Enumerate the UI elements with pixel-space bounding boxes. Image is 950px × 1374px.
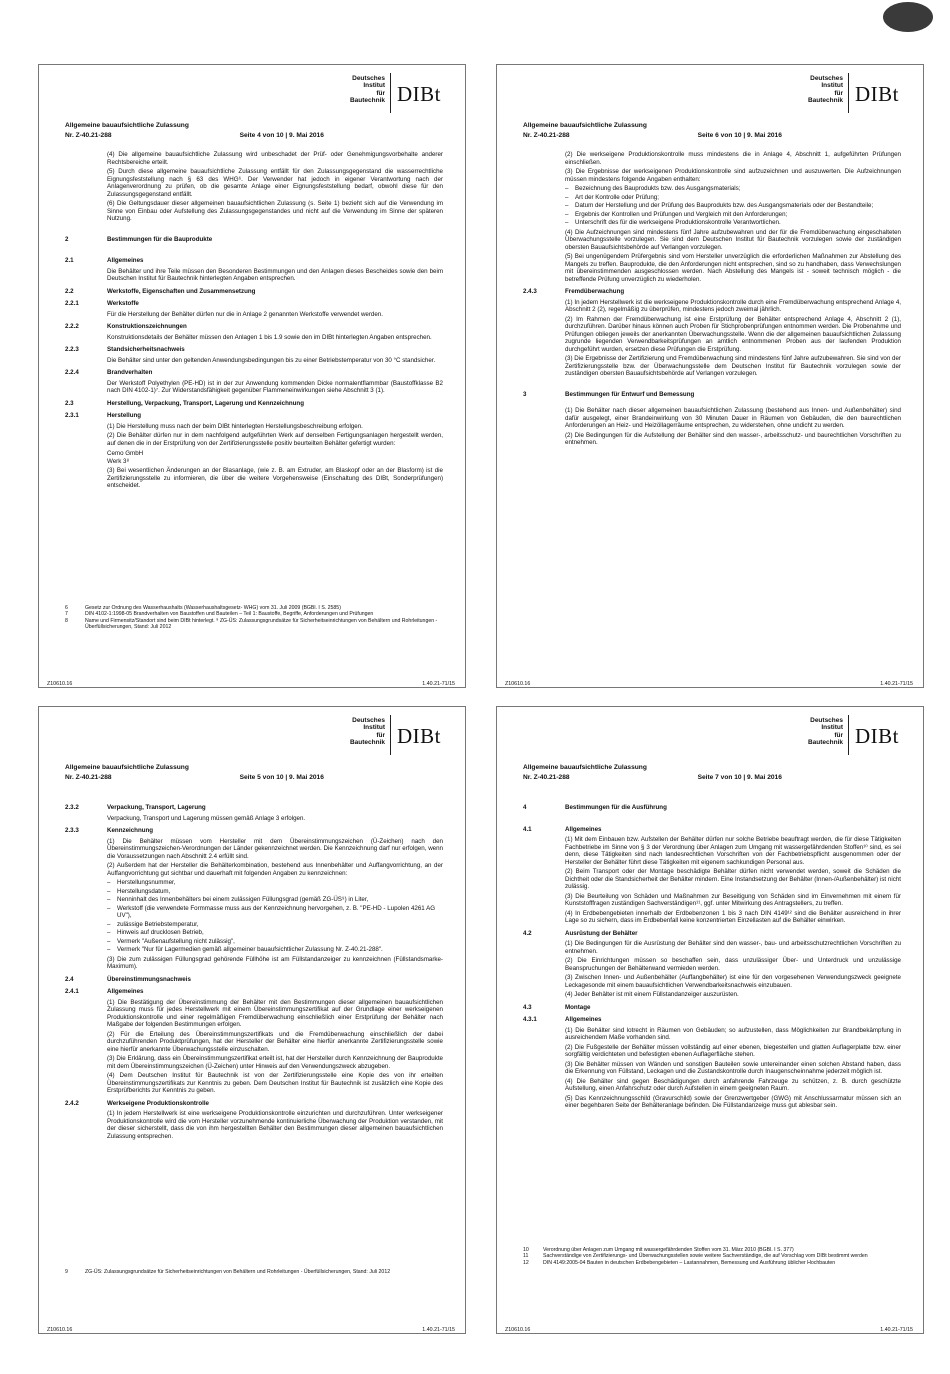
section-heading: 2.3 Herstellung, Verpackung, Transport, Lagerung und Kennzeichnung	[65, 399, 304, 407]
list-item: – Datum der Herstellung und der Prüfung des Bauprodukts bzw. des Ausgangsmaterials oder der Bestandteile;	[565, 202, 901, 210]
section-heading: 4.1 Allgemeines	[523, 825, 602, 833]
section-heading: 4.3.1 Allgemeines	[523, 1016, 602, 1023]
marking-list	[107, 879, 443, 954]
list-item: – Werkstoff (die verwendete Formmasse muss aus der Kennzeichnung hervorgehen, z. B. "PE-HD - Lupolen 4261 AG UV"),	[107, 905, 443, 920]
list-item: – Unterschrift des für die werkseigene Produktionskontrolle Verantwortlichen.	[565, 219, 901, 227]
list-item: – Bezeichnung des Bauprodukts bzw. des Ausgangsmaterials;	[565, 185, 901, 193]
section-heading: 2.3.3 Kennzeichnung	[65, 827, 154, 834]
list-item: – Art der Kontrolle oder Prüfung;	[565, 194, 901, 202]
section-heading: 4.2 Ausrüstung der Behälter	[523, 929, 638, 937]
dibt-logo: Deutsches Institut für Bautechnik DIBt	[350, 73, 441, 113]
page-content: 4 Bestimmungen für die Ausführung 4.1 Allgemeines (1) Mit dem Einbauen bzw. Aufstellen der Behälter dürfen nur solche Betriebe beauftragt werden, die für diese Tätigkeiten Fachbetriebe im Sinne von § 3 der Verordnung über Anlagen zum Umgang mit wassergefährdenden Stoffen¹⁰ sind, es sei denn, diese Tätigkeiten sind nach landesrechtlichen Vorschriften von der Fachbetriebspflicht ausgenommen oder der Hersteller der Behälter führt diese Tätigkeiten mit eigenem sachkundigen Personal aus. (2) Beim Transport oder der Montage beschädigte Behälter dürfen nicht verwendet werden, soweit die Schäden die Dichtheit oder die Standsicherheit der Behälter mindern. Eine Instandsetzung der Behälter (Innen-/Außenbehälter) ist nicht zulässig. (3) Die Beurteilung von Schäden und Maßnahmen zur Beseitigung von Schäden sind im Einvernehmen mit einem für Kunststofffragen zuständigen Sachverständigen¹¹, ggf. unter Mitwirkung des Antragstellers, zu treffen. (4) In Erdbebengebieten innerhalb der Erdbebenzonen 1 bis 3 nach DIN 4149¹² sind die Behälter ausreichend in ihrer Lage so zu sichern, dass im Erdbebenfall keine konzentrierten Einzellasten auf die Behälter einwirken. 4.2 Ausrüstung der Behälter (1) Die Bedingungen für die Ausrüstung der Behälter sind den wasser-, bau- und arbeitsschutzrechtlichen Vorschriften zu entnehmen. (2) Die Einrichtungen müssen so beschaffen sein, dass unzulässiger Über- und Unterdruck und unzulässige Beanspruchungen der Behälterwand vermieden werden. (3) Zwischen Innen- und Außenbehälter (Auffangbehälter) ist eine für den vorgesehenen Verwendungszweck geeignete Leckagesonde mit einem bauaufsichtlichen Verwendbarkeitsnachweis einzubauen. (4) Jeder Behälter ist mit einem Füllstandanzeiger auszurüsten. 4.3 Montage 4.3.1 Allgemeines (1) Die Behälter sind lotrecht in Räumen von Gebäuden; so aufzustellen, dass Möglichkeiten zur Brandbekämpfung in ausreichendem Maße vorhanden sind. (2) Die Fußgestelle der Behälter müssen vollständig auf einer ebenen, biegesteifen und glatten Auflagerplatte bzw. einer sorgfältig verdichteten und befestigten ebenen Auflagerfläche stehen. (3) Die Behälter müssen von Wänden und sonstigen Bauteilen sowie untereinander einen solchen Abstand haben, dass die Erkennung von Füllstand, Leckagen und die Zustandskontrolle durch Inaugenscheinnahme jederzeit möglich ist. (4) Die Behälter sind gegen Beschädigungen durch anfahrende Fahrzeuge zu schützen, z. B. durch geschützte Aufstellung, einen Anfahrschutz oder durch Aufstellen in einem geeigneten Raum. (5) Das Kennzeichnungsschild (Gravurschild) sowie der Grenzwertgeber (GWG) mit Anschlussarmatur müssen sich an einer begehbaren Seite der Behälteranlage befinden. Die Füllstandanzeige muss gut ablesbar sein.	[523, 804, 901, 1109]
dibt-logo: Deutsches Institut für Bautechnik DIBt	[350, 715, 441, 755]
section-heading: 4.3 Montage	[523, 1003, 591, 1011]
section-heading: 2.3.2 Verpackung, Transport, Lagerung	[65, 804, 206, 811]
footnotes: 9 ZG-ÜS: Zulassungsgrundsätze für Sicherheitseinrichtungen von Behältern und Rohrleitungen - Überfüllsicherungen, Stand: Juli 2012	[65, 1269, 391, 1275]
section-heading: 2.2.1 Werkstoffe	[65, 300, 139, 307]
dibt-logo: Deutsches Institut für Bautechnik DIBt	[808, 715, 899, 755]
list-item: – Hinweis auf drucklosen Betrieb,	[107, 929, 443, 937]
page-header: Allgemeine bauaufsichtliche Zulassung Nr. Z-40.21-288 Seite 5 von 10 | 9. Mai 2016	[65, 764, 324, 781]
section-heading: 2.3.1 Herstellung	[65, 412, 142, 419]
list-item: – Herstellungsnummer,	[107, 879, 443, 887]
footnotes: 6 Gesetz zur Ordnung des Wasserhaushalts (Wasserhaushaltsgesetz- WHG) vom 31. Juli 2009 (BGBl. I S. 2585) 7 DIN 4102-1:1998-05 Brandverhalten von Baustoffen und Bauteilen – Teil 1: Baustoffe, Begriffe, Anforderungen und Prüfungen 8 Name und Firmensitz/Standort sind beim DIBt hinterlegt. ⁹ ZG-ÜS: Zulassungsgrundsätze für Sicherheitseinrichtungen von Behältern und Rohrleitungen - Überfüllsicherungen, Stand: Juli 2012	[65, 605, 438, 630]
list-item: – Ergebnis der Kontrollen und Prüfungen und Vergleich mit den Anforderungen;	[565, 211, 901, 219]
document-page-6: Deutsches Institut für Bautechnik DIBt Allgemeine bauaufsichtliche Zulassung Nr. Z-40.21-288 Seite 6 von 10 | 9. Mai 2016 (2) Die werkseigene Produktionskontrolle muss mindestens die in Anlage 4, Abschnitt 1, aufgeführten Prüfungen einschließen. (3) Die Ergebnisse der werkseigenen Produktionskontrolle sind aufzuzeichnen und auszuwerten. Die Aufzeichnungen müssen mindestens folgende Angaben enthalten: – Bezeichnung des Bauprodukts bzw. des Ausgangsmaterials; – Art der Kontrolle oder Prüfung; – Datum der Herstellung und der Prüfung des Bauprodukts bzw. des Ausgangsmaterials oder der Bestandteile; – Ergebnis der Kontrollen und Prüfungen und Vergleich mit den Anforderungen; – Unterschrift des für die werkseigene Produktionskontrolle Verantwortlichen. (4) Die Aufzeichnungen sind mindestens fünf Jahre aufzubewahren und der für die Fremdüberwachung eingeschalteten Überwachungsstelle vorzulegen. Sie sind dem Deutschen Institut für Bautechnik vorzulegen sowie der zuständigen obersten Bauaufsichtsbehörde auf Verlangen vorzulegen. (5) Bei ungenügendem Prüfergebnis sind vom Hersteller unverzüglich die erforderlichen Maßnahmen zur Abstellung des Mangels zu treffen. Bauprodukte, die den Anforderungen nicht entsprechen, sind so zu handhaben, dass Verwechslungen mit übereinstimmenden ausgeschlossen werden. Nach Abstellung des Mangels ist - soweit technisch möglich - die betreffende Prüfung unverzüglich zu wiederholen. 2.4.3 Fremdüberwachung (1) In jedem Herstellwerk ist die werkseigene Produktionskontrolle durch eine Fremdüberwachung entsprechend Anlage 4, Abschnitt 2 (2), regelmäßig zu überprüfen, mindestens jedoch zweimal jährlich. (2) Im Rahmen der Fremdüberwachung ist eine Erstprüfung der Behälter entsprechend Anlage 4, Abschnitt 2 (1), durchzuführen. Darüber hinaus können auch Proben für Stichprobenprüfungen entnommen werden. Die Probenahme und Prüfungen obliegen jeweils der anerkannten Überwachungsstelle. Wenn die der allgemeinen bauaufsichtlichen Zulassung zugrunde liegenden Verwendbarkeitsprüfungen an amtlich entnommenen Proben aus der laufenden Produktion durchgeführt wurden, ersetzen diese Prüfungen die Erstprüfung. (3) Die Ergebnisse der Zertifizierung und Fremdüberwachung sind mindestens fünf Jahre aufzubewahren. Sie sind von der Zertifizierungsstelle bzw. der Überwachungsstelle dem Deutschen Institut für Bautechnik vorzulegen sowie der zuständigen obersten Bauaufsichtsbehörde auf Verlangen vorzulegen. 3 Bestimmungen für Entwurf und Bemessung (1) Die Behälter nach dieser allgemeinen bauaufsichtlichen Zulassung (bestehend aus Innen- und Außenbehälter) sind dafür ausgelegt, einer Brandeinwirkung von 30 Minuten Dauer in Räumen von Gebäuden, die den baurechtlichen Anforderungen an Heiz- und Heizöllagerräume entsprechen, zu widerstehen, ohne undicht zu werden. (2) Die Bedingungen für die Aufstellung der Behälter sind den wasser-, arbeitsschutz- und baurechtlichen Vorschriften zu entnehmen. Z10610.16 1.40.21-71/15	[496, 64, 924, 688]
document-page-7: Deutsches Institut für Bautechnik DIBt Allgemeine bauaufsichtliche Zulassung Nr. Z-40.21-288 Seite 7 von 10 | 9. Mai 2016 4 Bestimmungen für die Ausführung 4.1 Allgemeines (1) Mit dem Einbauen bzw. Aufstellen der Behälter dürfen nur solche Betriebe beauftragt werden, die für diese Tätigkeiten Fachbetriebe im Sinne von § 3 der Verordnung über Anlagen zum Umgang mit wassergefährdenden Stoffen¹⁰ sind, es sei denn, diese Tätigkeiten sind nach landesrechtlichen Vorschriften von der Fachbetriebspflicht ausgenommen oder der Hersteller der Behälter führt diese Tätigkeiten mit eigenem sachkundigen Personal aus. (2) Beim Transport oder der Montage beschädigte Behälter dürfen nicht verwendet werden, soweit die Schäden die Dichtheit oder die Standsicherheit der Behälter mindern. Eine Instandsetzung der Behälter (Innen-/Außenbehälter) ist nicht zulässig. (3) Die Beurteilung von Schäden und Maßnahmen zur Beseitigung von Schäden sind im Einvernehmen mit einem für Kunststofffragen zuständigen Sachverständigen¹¹, ggf. unter Mitwirkung des Antragstellers, zu treffen. (4) In Erdbebengebieten innerhalb der Erdbebenzonen 1 bis 3 nach DIN 4149¹² sind die Behälter ausreichend in ihrer Lage so zu sichern, dass im Erdbebenfall keine konzentrierten Einzellasten auf die Behälter einwirken. 4.2 Ausrüstung der Behälter (1) Die Bedingungen für die Ausrüstung der Behälter sind den wasser-, bau- und arbeitsschutzrechtlichen Vorschriften zu entnehmen. (2) Die Einrichtungen müssen so beschaffen sein, dass unzulässiger Über- und Unterdruck und unzulässige Beanspruchungen der Behälterwand vermieden werden. (3) Zwischen Innen- und Außenbehälter (Auffangbehälter) ist eine für den vorgesehenen Verwendungszweck geeignete Leckagesonde mit einem bauaufsichtlichen Verwendbarkeitsnachweis einzubauen. (4) Jeder Behälter ist mit einem Füllstandanzeiger auszurüsten. 4.3 Montage 4.3.1 Allgemeines (1) Die Behälter sind lotrecht in Räumen von Gebäuden; so aufzustellen, dass Möglichkeiten zur Brandbekämpfung in ausreichendem Maße vorhanden sind. (2) Die Fußgestelle der Behälter müssen vollständig auf einer ebenen, biegesteifen und glatten Auflagerplatte bzw. einer sorgfältig verdichteten und befestigten ebenen Auflagerfläche stehen. (3) Die Behälter müssen von Wänden und sonstigen Bauteilen sowie untereinander einen solchen Abstand haben, dass die Erkennung von Füllstand, Leckagen und die Zustandskontrolle durch Inaugenscheinnahme jederzeit möglich ist. (4) Die Behälter sind gegen Beschädigungen durch anfahrende Fahrzeuge zu schützen, z. B. durch geschützte Aufstellung, einen Anfahrschutz oder durch Aufstellen in einem geeigneten Raum. (5) Das Kennzeichnungsschild (Gravurschild) sowie der Grenzwertgeber (GWG) mit Anschlussarmatur müssen sich an einer begehbaren Seite der Behälteranlage befinden. Die Füllstandanzeige muss gut ablesbar sein. 10 Verordnung über Anlagen zum Umgang mit wassergefährdenden Stoffen vom 31. März 2010 (BGBl. I S. 377) 11 Sachverständige von Zertifizierungs- und Überwachungsstellen sowie weitere Sachverständige, die auf Vorschlag vom DIBt bestimmt werden 12 DIN 4149:2005-04 Bauten in deutschen Erdbebengebieten – Lastannahmen, Bemessung und Ausführung üblicher Hochbauten Z10610.16 1.40.21-71/15	[496, 706, 924, 1334]
section-heading: 2.2.4 Brandverhalten	[65, 369, 153, 376]
list-item: – Vermerk "Außenaufstellung nicht zulässig",	[107, 938, 443, 946]
section-heading: 2.2.3 Standsicherheitsnachweis	[65, 346, 185, 353]
record-list	[565, 185, 901, 227]
list-item: – zulässige Betriebstemperatur,	[107, 921, 443, 929]
section-heading: 2.1 Allgemeines	[65, 257, 144, 264]
document-page-4: Deutsches Institut für Bautechnik DIBt Allgemeine bauaufsichtliche Zulassung Nr. Z-40.21-288 Seite 4 von 10 | 9. Mai 2016 (4) Die allgemeine bauaufsichtliche Zulassung wird unbeschadet der Prüf- oder Genehmigungsvorbehalte anderer Rechtsbereiche erteilt. (5) Durch diese allgemeine bauaufsichtliche Zulassung entfällt für den Zulassungsgegenstand die wasserrechtliche Eignungsfeststellung nach § 63 des WHG⁶. Der Verwender hat jedoch in eigener Verantwortung nach der Anlagenverordnung zu prüfen, ob die gesamte Anlage einer Eignungsfeststellung bedarf, obwohl diese für den Zulassungsgegenstand entfällt. (6) Die Geltungsdauer dieser allgemeinen bauaufsichtlichen Zulassung (s. Seite 1) bezieht sich auf die Verwendung im Sinne von Einbau oder Aufstellung des Zulassungsgegenstandes und nicht auf die Verwendung im Sinne der späteren Nutzung. 2 Bestimmungen für die Bauprodukte 2.1 Allgemeines Die Behälter und ihre Teile müssen den Besonderen Bestimmungen und den Anlagen dieses Bescheides sowie den beim Deutschen Institut für Bautechnik hinterlegten Angaben entsprechen. 2.2 Werkstoffe, Eigenschaften und Zusammensetzung 2.2.1 Werkstoffe Für die Herstellung der Behälter dürfen nur die in Anlage 2 genannten Werkstoffe verwendet werden. 2.2.2 Konstruktionszeichnungen Konstruktionsdetails der Behälter müssen den Anlagen 1 bis 1.9 sowie den im DIBt hinterlegten Angaben entsprechen. 2.2.3 Standsicherheitsnachweis Die Behälter sind unter den geltenden Anwendungsbedingungen bis zu einer Betriebstemperatur von 30 °C standsicher. 2.2.4 Brandverhalten Der Werkstoff Polyethylen (PE-HD) ist in der zur Anwendung kommenden Dicke normalentflammbar (Baustoffklasse B2 nach DIN 4102-1)⁷. Zur Widerstandsfähigkeit gegenüber Flammeneinwirkungen siehe Abschnitt 3 (1). 2.3 Herstellung, Verpackung, Transport, Lagerung und Kennzeichnung 2.3.1 Herstellung (1) Die Herstellung muss nach der beim DIBt hinterlegten Herstellungsbeschreibung erfolgen. (2) Die Behälter dürfen nur in dem nachfolgend aufgeführten Werk auf denselben Fertigungsanlagen hergestellt werden, auf denen die in der Erstprüfung von der Zertifizierungsstelle positiv beurteilten Behälter gefertigt wurden: Cemo GmbH Werk 3⁸ (3) Bei wesentlichen Änderungen an der Blasanlage, (wie z. B. am Extruder, am Blaskopf oder an der Blasform) ist die Zertifizierungsstelle zu informieren, die über die weitere Vorgehensweise (Einschaltung des DIBt, Sonderprüfungen) entscheidet. 6 Gesetz zur Ordnung des Wasserhaushalts (Wasserhaushaltsgesetz- WHG) vom 31. Juli 2009 (BGBl. I S. 2585) 7 DIN 4102-1:1998-05 Brandverhalten von Baustoffen und Bauteilen – Teil 1: Baustoffe, Begriffe, Anforderungen und Prüfungen 8 Name und Firmensitz/Standort sind beim DIBt hinterlegt. ⁹ ZG-ÜS: Zulassungsgrundsätze für Sicherheitseinrichtungen von Behältern und Rohrleitungen - Überfüllsicherungen, Stand: Juli 2012 Z10610.16 1.40.21-71/15	[38, 64, 466, 688]
page-header: Allgemeine bauaufsichtliche Zulassung Nr. Z-40.21-288 Seite 6 von 10 | 9. Mai 2016	[523, 122, 782, 139]
section-heading: 2 Bestimmungen für die Bauprodukte	[65, 235, 213, 243]
section-heading: 2.2.2 Konstruktionszeichnungen	[65, 323, 187, 330]
section-heading: 2.2 Werkstoffe, Eigenschaften und Zusammensetzung	[65, 287, 256, 295]
list-item: – Nenninhalt des Innenbehälters bei einem zulässigen Füllungsgrad (gemäß ZG-ÜS⁹) in Liter,	[107, 896, 443, 904]
page-header: Allgemeine bauaufsichtliche Zulassung Nr. Z-40.21-288 Seite 7 von 10 | 9. Mai 2016	[523, 764, 782, 781]
list-item: – Vermerk "Nur für Lagermedien gemäß allgemeiner bauaufsichtlicher Zulassung Nr. Z-40.21-288".	[107, 946, 443, 954]
section-heading: 2.4.1 Allgemeines	[65, 988, 144, 995]
section-heading: 3 Bestimmungen für Entwurf und Bemessung	[523, 390, 695, 398]
section-heading: 2.4 Übereinstimmungsnachweis	[65, 975, 191, 983]
section-heading: 2.4.3 Fremdüberwachung	[523, 288, 625, 295]
page-content: 2.3.2 Verpackung, Transport, Lagerung Verpackung, Transport und Lagerung müssen gemäß Anlage 3 erfolgen. 2.3.3 Kennzeichnung (1) Die Behälter müssen vom Hersteller mit dem Übereinstimmungszeichen (Ü-Zeichen) nach den Übereinstimmungszeichen-Verordnungen der Länder gekennzeichnet werden. Die Kennzeichnung darf nur erfolgen, wenn die Voraussetzungen nach Abschnitt 2.4 erfüllt sind. (2) Außerdem hat der Hersteller die Behälterkombination, bestehend aus Innenbehälter und Auffangvorrichtung, an der Auffangvorrichtung gut sichtbar und dauerhaft mit folgenden Angaben zu kennzeichnen: – Herstellungsnummer, – Herstellungsdatum, – Nenninhalt des Innenbehälters bei einem zulässigen Füllungsgrad (gemäß ZG-ÜS⁹) in Liter, – Werkstoff (die verwendete Formmasse muss aus der Kennzeichnung hervorgehen, z. B. "PE-HD - Lupolen 4261 AG UV"), – zulässige Betriebstemperatur, – Hinweis auf drucklosen Betrieb, – Vermerk "Außenaufstellung nicht zulässig", – Vermerk "Nur für Lagermedien gemäß allgemeiner bauaufsichtlicher Zulassung Nr. Z-40.21-288". (3) Die zum zulässigen Füllungsgrad gehörende Füllhöhe ist am Füllstandanzeiger zu kennzeichnen (Füllstandsmarke-Maximum). 2.4 Übereinstimmungsnachweis 2.4.1 Allgemeines (1) Die Bestätigung der Übereinstimmung der Behälter mit den Bestimmungen dieser allgemeinen bauaufsichtlichen Zulassung muss für jedes Herstellwerk mit einem Übereinstimmungszertifikat auf der Grundlage einer werkseigenen Produktionskontrolle und einer regelmäßigen Fremdüberwachung einschließlich einer Erstprüfung der Behälter nach Maßgabe der folgenden Bestimmungen erfolgen. (2) Für die Erteilung des Übereinstimmungszertifikats und die Fremdüberwachung einschließlich der dabei durchzuführenden Produktprüfungen, hat der Hersteller der Behälter eine hierfür anerkannte Zertifizierungsstelle sowie eine hierfür anerkannte Überwachungsstelle einzuschalten. (3) Die Erklärung, dass ein Übereinstimmungszertifikat erteilt ist, hat der Hersteller durch Kennzeichnung der Bauprodukte mit dem Übereinstimmungszeichen (Ü-Zeichen) unter Hinweis auf den Verwendungszweck abzugeben. (4) Dem Deutschen Institut für Bautechnik ist von der Zertifizierungsstelle eine Kopie des von ihr erteilten Übereinstimmungszertifikats zur Kenntnis zu geben. Dem Deutschen Institut für Bautechnik ist zusätzlich eine Kopie des Erstprüfberichts zur Kenntnis zu geben. 2.4.2 Werkseigene Produktionskontrolle (1) In jedem Herstellwerk ist eine werkseigene Produktionskontrolle einzurichten und durchzuführen. Unter werkseigener Produktionskontrolle wird die vom Hersteller vorzunehmende kontinuierliche Überwachung der Produktion verstanden, mit der dieser sicherstellt, dass die von ihm hergestellten Behälter den Bestimmungen dieser allgemeinen bauaufsichtlichen Zulassung entsprechen.	[65, 799, 443, 1142]
page-header: Allgemeine bauaufsichtliche Zulassung Nr. Z-40.21-288 Seite 4 von 10 | 9. Mai 2016	[65, 122, 324, 139]
page-content: (4) Die allgemeine bauaufsichtliche Zulassung wird unbeschadet der Prüf- oder Genehmigungsvorbehalte anderer Rechtsbereiche erteilt. (5) Durch diese allgemeine bauaufsichtliche Zulassung entfällt für den Zulassungsgegenstand die wasserrechtliche Eignungsfeststellung nach § 63 des WHG⁶. Der Verwender hat jedoch in eigener Verantwortung nach der Anlagenverordnung zu prüfen, ob die gesamte Anlage einer Eignungsfeststellung bedarf, obwohl diese für den Zulassungsgegenstand entfällt. (6) Die Geltungsdauer dieser allgemeinen bauaufsichtlichen Zulassung (s. Seite 1) bezieht sich auf die Verwendung im Sinne von Einbau oder Aufstellung des Zulassungsgegenstandes und nicht auf die Verwendung im Sinne der späteren Nutzung. 2 Bestimmungen für die Bauprodukte 2.1 Allgemeines Die Behälter und ihre Teile müssen den Besonderen Bestimmungen und den Anlagen dieses Bescheides sowie den beim Deutschen Institut für Bautechnik hinterlegten Angaben entsprechen. 2.2 Werkstoffe, Eigenschaften und Zusammensetzung 2.2.1 Werkstoffe Für die Herstellung der Behälter dürfen nur die in Anlage 2 genannten Werkstoffe verwendet werden. 2.2.2 Konstruktionszeichnungen Konstruktionsdetails der Behälter müssen den Anlagen 1 bis 1.9 sowie den im DIBt hinterlegten Angaben entsprechen. 2.2.3 Standsicherheitsnachweis Die Behälter sind unter den geltenden Anwendungsbedingungen bis zu einer Betriebstemperatur von 30 °C standsicher. 2.2.4 Brandverhalten Der Werkstoff Polyethylen (PE-HD) ist in der zur Anwendung kommenden Dicke normalentflammbar (Baustoffklasse B2 nach DIN 4102-1)⁷. Zur Widerstandsfähigkeit gegenüber Flammeneinwirkungen siehe Abschnitt 3 (1). 2.3 Herstellung, Verpackung, Transport, Lagerung und Kennzeichnung 2.3.1 Herstellung (1) Die Herstellung muss nach der beim DIBt hinterlegten Herstellungsbeschreibung erfolgen. (2) Die Behälter dürfen nur in dem nachfolgend aufgeführten Werk auf denselben Fertigungsanlagen hergestellt werden, auf denen die in der Erstprüfung von der Zertifizierungsstelle positiv beurteilten Behälter gefertigt wurden: Cemo GmbH Werk 3⁸ (3) Bei wesentlichen Änderungen an der Blasanlage, (wie z. B. am Extruder, am Blaskopf oder an der Blasform) ist die Zertifizierungsstelle zu informieren, die über die weitere Vorgehensweise (Einschaltung des DIBt, Sonderprüfungen) entscheidet.	[65, 151, 443, 489]
footnotes: 10 Verordnung über Anlagen zum Umgang mit wassergefährdenden Stoffen vom 31. März 2010 (BGBl. I S. 377) 11 Sachverständige von Zertifizierungs- und Überwachungsstellen sowie weitere Sachverständige, die auf Vorschlag vom DIBt bestimmt werden 12 DIN 4149:2005-04 Bauten in deutschen Erdbebengebieten – Lastannahmen, Bemessung und Ausführung üblicher Hochbauten	[523, 1247, 868, 1266]
dibt-logo: Deutsches Institut für Bautechnik DIBt	[808, 73, 899, 113]
page-content: (2) Die werkseigene Produktionskontrolle muss mindestens die in Anlage 4, Abschnitt 1, aufgeführten Prüfungen einschließen. (3) Die Ergebnisse der werkseigenen Produktionskontrolle sind aufzuzeichnen und auszuwerten. Die Aufzeichnungen müssen mindestens folgende Angaben enthalten: – Bezeichnung des Bauprodukts bzw. des Ausgangsmaterials; – Art der Kontrolle oder Prüfung; – Datum der Herstellung und der Prüfung des Bauprodukts bzw. des Ausgangsmaterials oder der Bestandteile; – Ergebnis der Kontrollen und Prüfungen und Vergleich mit den Anforderungen; – Unterschrift des für die werkseigene Produktionskontrolle Verantwortlichen. (4) Die Aufzeichnungen sind mindestens fünf Jahre aufzubewahren und der für die Fremdüberwachung eingeschalteten Überwachungsstelle vorzulegen. Sie sind dem Deutschen Institut für Bautechnik vorzulegen sowie der zuständigen obersten Bauaufsichtsbehörde auf Verlangen vorzulegen. (5) Bei ungenügendem Prüfergebnis sind vom Hersteller unverzüglich die erforderlichen Maßnahmen zur Abstellung des Mangels zu treffen. Bauprodukte, die den Anforderungen nicht entsprechen, sind so zu handhaben, dass Verwechslungen mit übereinstimmenden ausgeschlossen werden. Nach Abstellung des Mangels ist - soweit technisch möglich - die betreffende Prüfung unverzüglich zu wiederholen. 2.4.3 Fremdüberwachung (1) In jedem Herstellwerk ist die werkseigene Produktionskontrolle durch eine Fremdüberwachung entsprechend Anlage 4, Abschnitt 2 (2), regelmäßig zu überprüfen, mindestens jedoch zweimal jährlich. (2) Im Rahmen der Fremdüberwachung ist eine Erstprüfung der Behälter entsprechend Anlage 4, Abschnitt 2 (1), durchzuführen. Darüber hinaus können auch Proben für Stichprobenprüfungen entnommen werden. Die Probenahme und Prüfungen obliegen jeweils der anerkannten Überwachungsstelle. Wenn die der allgemeinen bauaufsichtlichen Zulassung zugrunde liegenden Verwendbarkeitsprüfungen an amtlich entnommenen Proben aus der laufenden Produktion durchgeführt wurden, ersetzen diese Prüfungen die Erstprüfung. (3) Die Ergebnisse der Zertifizierung und Fremdüberwachung sind mindestens fünf Jahre aufzubewahren. Sie sind von der Zertifizierungsstelle bzw. der Überwachungsstelle dem Deutschen Institut für Bautechnik vorzulegen sowie der zuständigen obersten Bauaufsichtsbehörde auf Verlangen vorzulegen. 3 Bestimmungen für Entwurf und Bemessung (1) Die Behälter nach dieser allgemeinen bauaufsichtlichen Zulassung (bestehend aus Innen- und Außenbehälter) sind dafür ausgelegt, einer Brandeinwirkung von 30 Minuten Dauer in Räumen von Gebäuden, die den baurechtlichen Anforderungen an Heiz- und Heizöllagerräume entsprechen, zu widerstehen, ohne undicht zu werden. (2) Die Bedingungen für die Aufstellung der Behälter sind den wasser-, arbeitsschutz- und baurechtlichen Vorschriften zu entnehmen.	[523, 151, 901, 449]
section-heading: 4 Bestimmungen für die Ausführung	[523, 804, 667, 811]
document-page-5: Deutsches Institut für Bautechnik DIBt Allgemeine bauaufsichtliche Zulassung Nr. Z-40.21-288 Seite 5 von 10 | 9. Mai 2016 2.3.2 Verpackung, Transport, Lagerung Verpackung, Transport und Lagerung müssen gemäß Anlage 3 erfolgen. 2.3.3 Kennzeichnung (1) Die Behälter müssen vom Hersteller mit dem Übereinstimmungszeichen (Ü-Zeichen) nach den Übereinstimmungszeichen-Verordnungen der Länder gekennzeichnet werden. Die Kennzeichnung darf nur erfolgen, wenn die Voraussetzungen nach Abschnitt 2.4 erfüllt sind. (2) Außerdem hat der Hersteller die Behälterkombination, bestehend aus Innenbehälter und Auffangvorrichtung, an der Auffangvorrichtung gut sichtbar und dauerhaft mit folgenden Angaben zu kennzeichnen: – Herstellungsnummer, – Herstellungsdatum, – Nenninhalt des Innenbehälters bei einem zulässigen Füllungsgrad (gemäß ZG-ÜS⁹) in Liter, – Werkstoff (die verwendete Formmasse muss aus der Kennzeichnung hervorgehen, z. B. "PE-HD - Lupolen 4261 AG UV"), – zulässige Betriebstemperatur, – Hinweis auf drucklosen Betrieb, – Vermerk "Außenaufstellung nicht zulässig", – Vermerk "Nur für Lagermedien gemäß allgemeiner bauaufsichtlicher Zulassung Nr. Z-40.21-288". (3) Die zum zulässigen Füllungsgrad gehörende Füllhöhe ist am Füllstandanzeiger zu kennzeichnen (Füllstandsmarke-Maximum). 2.4 Übereinstimmungsnachweis 2.4.1 Allgemeines (1) Die Bestätigung der Übereinstimmung der Behälter mit den Bestimmungen dieser allgemeinen bauaufsichtlichen Zulassung muss für jedes Herstellwerk mit einem Übereinstimmungszertifikat auf der Grundlage einer werkseigenen Produktionskontrolle und einer regelmäßigen Fremdüberwachung einschließlich einer Erstprüfung der Behälter nach Maßgabe der folgenden Bestimmungen erfolgen. (2) Für die Erteilung des Übereinstimmungszertifikats und die Fremdüberwachung einschließlich der dabei durchzuführenden Produktprüfungen, hat der Hersteller der Behälter eine hierfür anerkannte Zertifizierungsstelle sowie eine hierfür anerkannte Überwachungsstelle einzuschalten. (3) Die Erklärung, dass ein Übereinstimmungszertifikat erteilt ist, hat der Hersteller durch Kennzeichnung der Bauprodukte mit dem Übereinstimmungszeichen (Ü-Zeichen) unter Hinweis auf den Verwendungszweck abzugeben. (4) Dem Deutschen Institut für Bautechnik ist von der Zertifizierungsstelle eine Kopie des von ihr erteilten Übereinstimmungszertifikats zur Kenntnis zu geben. Dem Deutschen Institut für Bautechnik ist zusätzlich eine Kopie des Erstprüfberichts zur Kenntnis zu geben. 2.4.2 Werkseigene Produktionskontrolle (1) In jedem Herstellwerk ist eine werkseigene Produktionskontrolle einzurichten und durchzuführen. Unter werkseigener Produktionskontrolle wird die vom Hersteller vorzunehmende kontinuierliche Überwachung der Produktion verstanden, mit der dieser sicherstellt, dass die von ihm hergestellten Behälter den Bestimmungen dieser allgemeinen bauaufsichtlichen Zulassung entsprechen. 9 ZG-ÜS: Zulassungsgrundsätze für Sicherheitseinrichtungen von Behältern und Rohrleitungen - Überfüllsicherungen, Stand: Juli 2012 Z10610.16 1.40.21-71/15	[38, 706, 466, 1334]
section-heading: 2.4.2 Werkseigene Produktionskontrolle	[65, 1099, 210, 1107]
list-item: – Herstellungsdatum,	[107, 888, 443, 896]
corner-dot	[883, 2, 933, 32]
